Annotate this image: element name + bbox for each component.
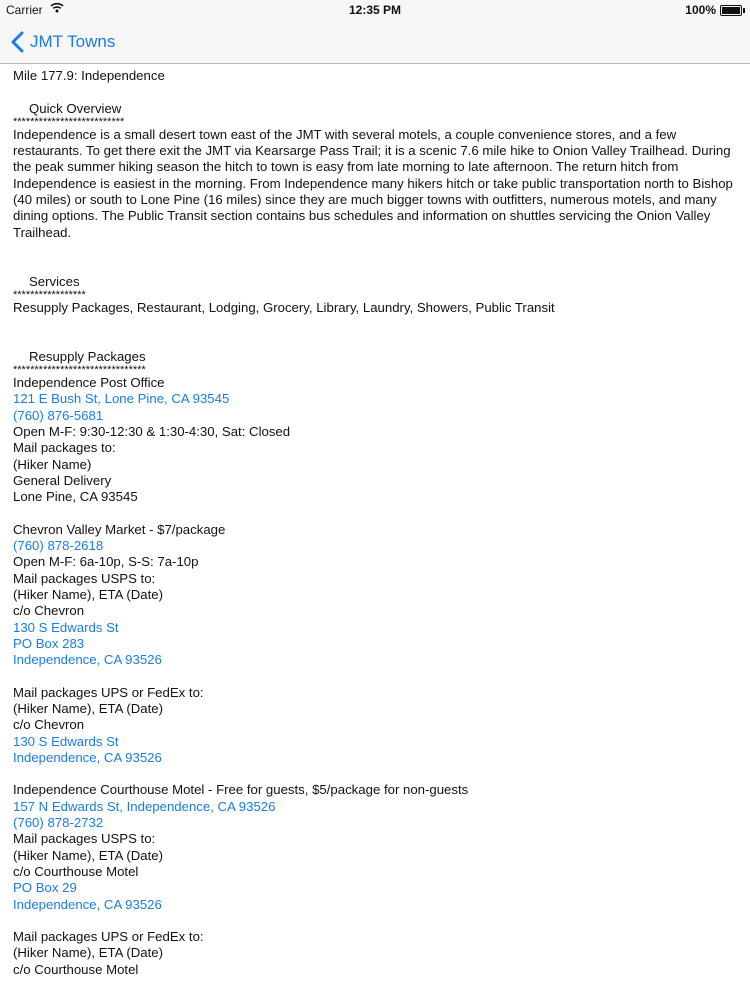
chevron-left-icon [10,31,26,53]
navigation-bar [0,20,750,64]
post-office-address-link[interactable]: 121 E Bush St, Lone Pine, CA 93545 [13,391,230,407]
courthouse-usps-pobox-link[interactable]: PO Box 29 [13,880,77,896]
courthouse-usps-city-link[interactable]: Independence, CA 93526 [13,896,162,912]
overview-paragraph: Independence is a small desert town east of the JMT with several motels, a couple convenience stores, and a few restaurants. To get there exit the JMT via Kearsarge Pass Trail; it is a scenic 7.6 mile hike to Onion Valley Trailhead. During the peak summer hiking season the hitch to town is easy from late morning to late afternoon. The return hitch from Independence is easiest in the morning. From Independence many hikers hitch or take public transportation north to Bishop (40 miles) or south to Lone Pine (16 miles) since they are much bigger towns with outfitters, numerous motels, and many dining options. The Public Transit section contains bus schedules and information on shuttles servicing the Onion Valley Trailhead. [13,126,733,240]
chevron-ups-to: Mail packages UPS or FedEx to: [13,684,204,700]
courthouse-name: Independence Courthouse Motel - Free for guests, $5/package for non-guests [13,782,469,798]
chevron-ups-line: (Hiker Name), ETA (Date) [13,700,163,716]
back-button[interactable] [10,30,115,54]
chevron-usps-street-link[interactable]: 130 S Edwards St [13,619,119,635]
chevron-usps-line: (Hiker Name), ETA (Date) [13,586,163,602]
courthouse-usps-line: (Hiker Name), ETA (Date) [13,847,163,863]
town-detail-text [13,68,738,978]
courthouse-ups-line: (Hiker Name), ETA (Date) [13,945,163,961]
chevron-ups-line: c/o Chevron [13,717,85,733]
post-office-line: Lone Pine, CA 93545 [13,489,138,505]
back-button-label: JMT Towns [30,32,116,51]
courthouse-usps-to: Mail packages USPS to: [13,831,156,847]
resupply-divider: ******************************* [13,364,146,377]
page-title: Mile 177.9: Independence [13,68,165,83]
post-office-phone-link[interactable]: (760) 876-5681 [13,407,104,423]
post-office-name: Independence Post Office [13,375,165,391]
battery-percent: 100% [685,3,716,17]
chevron-ups-street-link[interactable]: 130 S Edwards St [13,733,119,749]
courthouse-ups-line: c/o Courthouse Motel [13,961,139,977]
battery-icon [720,5,742,16]
post-office-hours: Open M-F: 9:30-12:30 & 1:30-4:30, Sat: Closed [13,423,291,439]
chevron-usps-pobox-link[interactable]: PO Box 283 [13,635,85,651]
resupply-heading: Resupply Packages [29,348,146,364]
services-heading: Services [29,273,80,289]
post-office-mail-to: Mail packages to: [13,440,116,456]
courthouse-ups-to: Mail packages UPS or FedEx to: [13,929,204,945]
chevron-usps-line: c/o Chevron [13,603,85,619]
chevron-usps-to: Mail packages USPS to: [13,570,156,586]
chevron-usps-city-link[interactable]: Independence, CA 93526 [13,652,162,668]
status-bar [0,0,750,20]
services-divider: ***************** [13,288,86,301]
clock: 12:35 PM [348,3,402,17]
chevron-name: Chevron Valley Market - $7/package [13,521,226,537]
courthouse-address-link[interactable]: 157 N Edwards St, Independence, CA 93526 [13,798,276,814]
post-office-line: General Delivery [13,472,112,488]
chevron-hours: Open M-F: 6a-10p, S-S: 7a-10p [13,554,199,570]
services-list: Resupply Packages, Restaurant, Lodging, Grocery, Library, Laundry, Showers, Public Transit [13,299,555,315]
overview-divider: ************************** [13,115,125,128]
chevron-ups-city-link[interactable]: Independence, CA 93526 [13,749,162,765]
courthouse-usps-line: c/o Courthouse Motel [13,863,139,879]
carrier-label: Carrier [6,3,43,17]
courthouse-phone-link[interactable]: (760) 878-2732 [13,815,104,831]
overview-heading: Quick Overview [29,100,122,116]
post-office-line: (Hiker Name) [13,456,92,472]
chevron-phone-link[interactable]: (760) 878-2618 [13,538,104,554]
